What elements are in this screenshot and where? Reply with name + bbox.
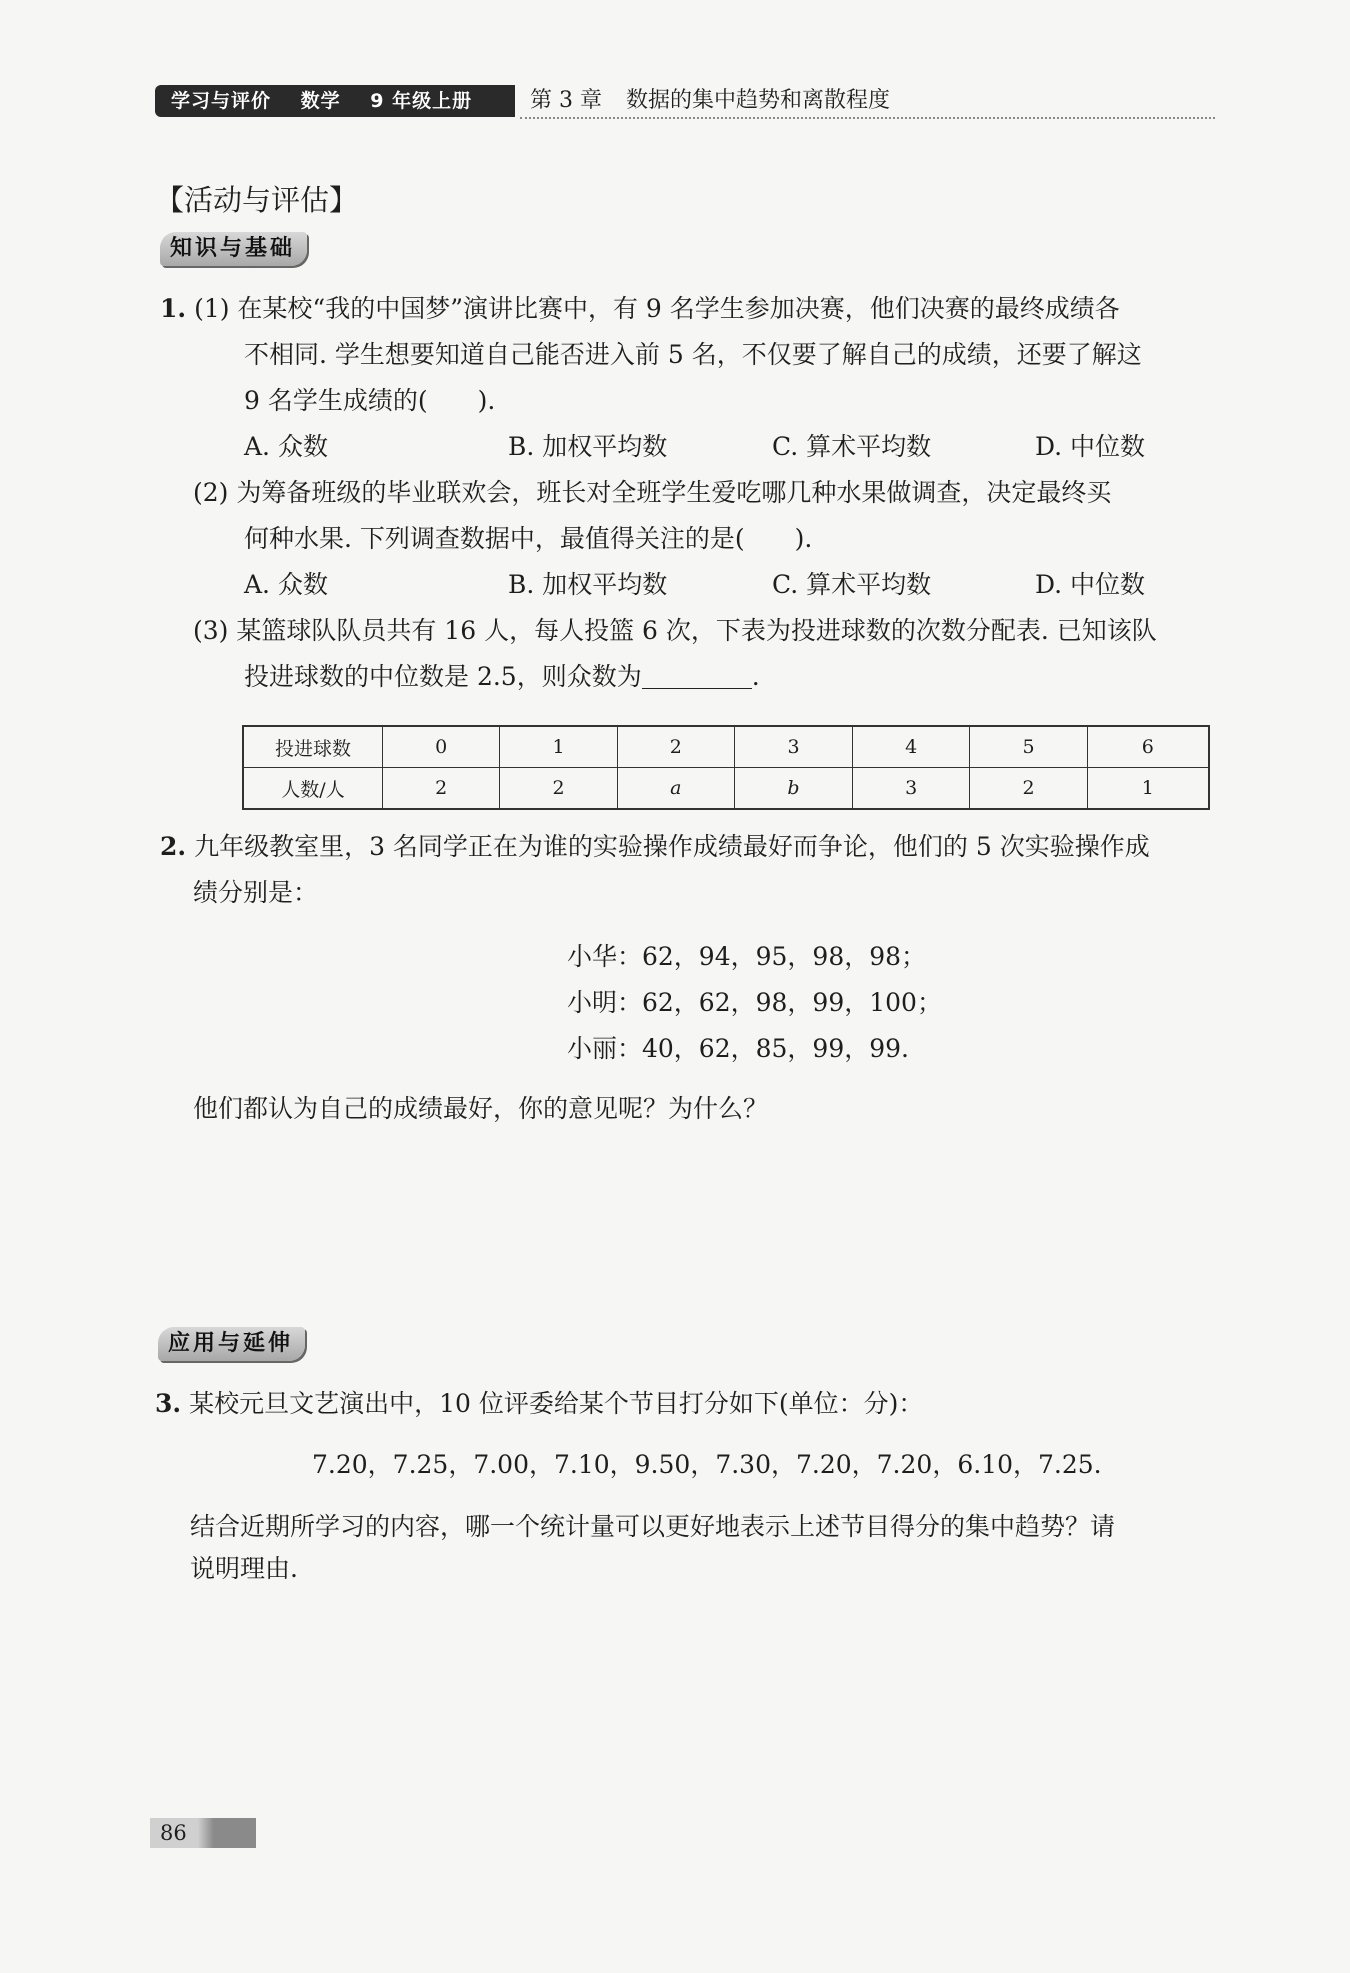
- table-cell: 3: [853, 768, 970, 810]
- q2-score-xiaoming: 小明：62，62，98，99，100；: [567, 988, 942, 1017]
- table-cell: 5: [970, 726, 1087, 768]
- q3-text1: 某校元旦文艺演出中，10 位评委给某个节目打分如下(单位：分)：: [189, 1389, 924, 1418]
- q1-part2-line1: (2) 为筹备班级的毕业联欢会，班长对全班学生爱吃哪几种水果做调查，决定最终买: [193, 478, 1112, 507]
- q2-number: 2.: [160, 832, 187, 861]
- q2-score-xiaoli: 小丽：40，62，85，99，99.: [567, 1034, 910, 1063]
- q1-part1-option-c: C. 算术平均数: [772, 432, 932, 461]
- chapter-name: 数据的集中趋势和离散程度: [625, 88, 890, 113]
- table-cell: 2: [500, 768, 617, 810]
- q2-line1: [160, 830, 1150, 864]
- table-cell: 2: [970, 768, 1087, 810]
- q1-part2-option-d: D. 中位数: [1035, 570, 1146, 599]
- q1-part3-period: .: [751, 662, 760, 691]
- page-number-box: [150, 1818, 256, 1848]
- table-cell: 3: [734, 726, 852, 768]
- table-cell: 1: [1087, 768, 1209, 810]
- table-cell: 6: [1087, 726, 1209, 768]
- book-tag: [155, 85, 515, 117]
- q1-part1-option-d: D. 中位数: [1035, 432, 1146, 461]
- table-cell: 0: [383, 726, 500, 768]
- q1-part1-text1: (1) 在某校“我的中国梦”演讲比赛中，有 9 名学生参加决赛，他们决赛的最终成绩各: [194, 294, 1120, 323]
- q3-line1: [155, 1387, 923, 1421]
- section-title: 【活动与评估】: [155, 183, 359, 217]
- page-number: 86: [160, 1821, 187, 1845]
- q2-score-xiaohua: 小华：62，94，95，98，98；: [567, 942, 927, 971]
- q3-number: 3.: [155, 1389, 182, 1418]
- page-header: [155, 85, 1215, 121]
- q1-part3-line2: [244, 660, 760, 694]
- q2-line2: 绩分别是：: [193, 878, 319, 907]
- q1-part1-line3: 9 名学生成绩的( ).: [244, 386, 496, 415]
- q1-part1-option-b: B. 加权平均数: [508, 432, 668, 461]
- table-cell: 2: [383, 768, 500, 810]
- table-row-people: [243, 768, 1209, 810]
- q3-scores: 7.20，7.25，7.00，7.10，9.50，7.30，7.20，7.20，6.10，7.25.: [312, 1450, 1102, 1479]
- answer-blank: [642, 662, 752, 689]
- q1-part2-option-b: B. 加权平均数: [508, 570, 668, 599]
- q3-line2: 结合近期所学习的内容，哪一个统计量可以更好地表示上述节目得分的集中趋势？请: [190, 1512, 1116, 1541]
- q1-part1-option-a: A. 众数: [244, 432, 328, 461]
- book-tag-2: 数学: [300, 90, 341, 112]
- q1-part2-line2: 何种水果. 下列调查数据中，最值得关注的是( ).: [244, 524, 813, 553]
- q2-text1: 九年级教室里，3 名同学正在为谁的实验操作成绩最好而争论，他们的 5 次实验操作成: [194, 832, 1150, 861]
- q1-part2-option-c: C. 算术平均数: [772, 570, 932, 599]
- chapter-number: 第 3 章: [530, 88, 602, 113]
- table-header-shots: 投进球数: [243, 726, 383, 768]
- q1-part3-line1: (3) 某篮球队队员共有 16 人，每人投篮 6 次，下表为投进球数的次数分配表. 已知该队: [193, 616, 1157, 645]
- section-badge-application: 应用与延伸: [158, 1327, 305, 1361]
- table-cell: b: [734, 768, 852, 810]
- q3-line3: 说明理由.: [190, 1554, 298, 1583]
- q1-part1-line2: 不相同. 学生想要知道自己能否进入前 5 名，不仅要了解自己的成绩，还要了解这: [244, 340, 1142, 369]
- table-row-shots: [243, 726, 1209, 768]
- q2-question: 他们都认为自己的成绩最好，你的意见呢？为什么？: [193, 1094, 769, 1123]
- header-dotted-rule: [520, 117, 1215, 119]
- table-cell: a: [617, 768, 734, 810]
- table-cell: 2: [617, 726, 734, 768]
- book-tag-3: 9 年级上册: [370, 90, 473, 112]
- table-cell: 1: [500, 726, 617, 768]
- q1-number: 1.: [160, 294, 187, 323]
- table-header-people: 人数/人: [243, 768, 383, 810]
- table-cell: 4: [853, 726, 970, 768]
- chapter-title: [530, 85, 890, 117]
- section-badge-basics: 知识与基础: [160, 232, 307, 266]
- q1-part2-option-a: A. 众数: [244, 570, 328, 599]
- book-tag-1: 学习与评价: [171, 90, 272, 112]
- q1-part1-line1: [160, 292, 1120, 326]
- q1-part3-text: 投进球数的中位数是 2.5，则众数为: [244, 662, 642, 691]
- shot-distribution-table: [242, 725, 1210, 810]
